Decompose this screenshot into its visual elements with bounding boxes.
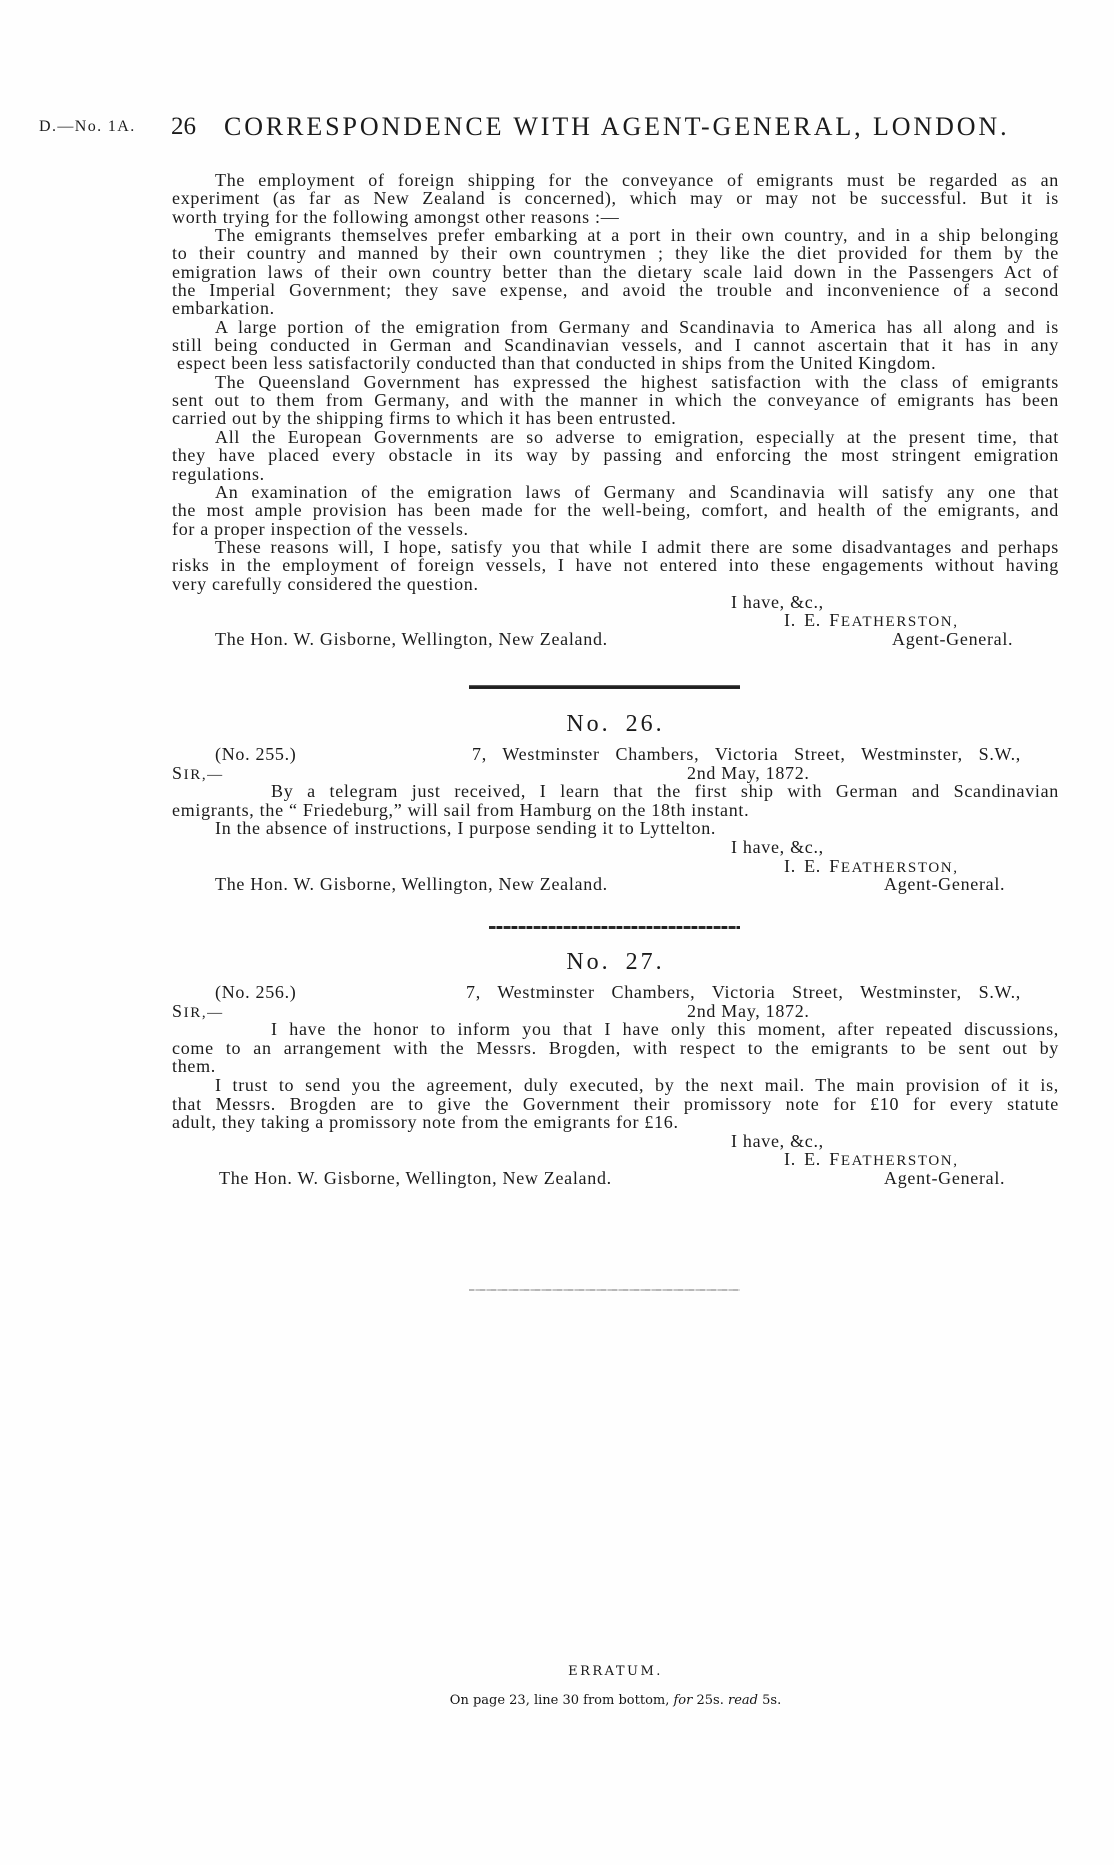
signatory-surname: FEATHERSTON,: [829, 855, 959, 876]
erratum-location: On page 23, line 30 from bottom,: [449, 1693, 670, 1708]
text-line: experiment (as far as New Zealand is concerned), which may or may not be successful. But it is: [172, 188, 1059, 209]
signatory-surname: FEATHERSTON,: [829, 610, 959, 631]
signatory-initials: I. E.: [784, 1149, 821, 1170]
addressee: The Hon. W. Gisborne, Wellington, New Zealand.: [215, 628, 608, 649]
text-line: The emigrants themselves prefer embarking at a port in their own country, and in a ship belonging: [215, 225, 1059, 246]
erratum-correct-value: 5s.: [762, 1693, 782, 1708]
text-line: regulations.: [172, 463, 265, 484]
letter-26: [172, 745, 1059, 894]
salutation: [172, 764, 224, 785]
despatch-number: (No. 255.): [215, 744, 297, 764]
page-number: 26: [171, 113, 196, 140]
text-line: the Imperial Government; they save expense, and avoid the trouble and inconvenience of a second: [172, 280, 1059, 301]
text-line: In the absence of instructions, I purpose sending it to Lyttelton.: [215, 818, 717, 839]
addressee-line: [172, 1169, 1059, 1188]
salutation-text: SIR,—: [172, 762, 224, 783]
text-line: An examination of the emigration laws of Germany and Scandinavia will satisfy any one that: [215, 481, 1059, 502]
letter-date: 2nd May, 1872.: [687, 1000, 810, 1021]
signature-line: [172, 1150, 1059, 1169]
text-line: the most ample provision has been made for the well-being, comfort, and health of the emigrants, and: [172, 500, 1059, 521]
text-line: risks in the employment of foreign vessels, I have not entered into these engagements without having: [172, 555, 1059, 576]
text-line: embarkation.: [172, 298, 275, 319]
closing-salutation: I have, &c.,: [731, 591, 824, 612]
paragraph: [172, 1020, 1059, 1076]
text-line: emigration laws of their own country better than the dietary scale laid down in the Passengers Act of: [172, 261, 1059, 282]
paragraph: [172, 226, 1059, 318]
running-header: [0, 111, 1114, 143]
document-reference: D.—No. 1A.: [39, 118, 136, 135]
text-line: espect been less satisfactorily conducted than that conducted in ships from the United Kingdom.: [177, 353, 937, 374]
text-line: The Queensland Government has expressed the highest satisfaction with the class of emigrants: [215, 371, 1059, 392]
erratum-wrong-value: 25s.: [696, 1693, 724, 1708]
paragraph: [172, 1076, 1059, 1132]
text-line: All the European Governments are so adverse to emigration, especially at the present time, that: [215, 426, 1059, 447]
paragraph: [172, 171, 1059, 226]
sender-address: 7, Westminster Chambers, Victoria Street, Westminster, S.W.,: [472, 744, 1021, 764]
closing-salutation: I have, &c.,: [731, 1130, 824, 1151]
section-rule: [469, 685, 740, 689]
paragraph: [172, 373, 1059, 428]
letter-heading: No. 27.: [566, 949, 665, 975]
paragraph: [172, 428, 1059, 483]
addressee: The Hon. W. Gisborne, Wellington, New Zealand.: [219, 1167, 612, 1188]
letter-date: 2nd May, 1872.: [687, 762, 810, 783]
text-line: I have the honor to inform you that I have only this moment, after repeated discussions,: [271, 1019, 1059, 1040]
paragraph: [172, 819, 1059, 838]
text-line: come to an arrangement with the Messrs. Brogden, with respect to the emigrants to be sent out by: [172, 1037, 1059, 1058]
signatory-office: Agent-General.: [884, 874, 1006, 895]
text-line: for a proper inspection of the vessels.: [172, 518, 469, 539]
text-line: carried out by the shipping firms to which it has been entrusted.: [172, 408, 677, 429]
text-line: By a telegram just received, I learn that the first ship with German and Scandinavian: [271, 781, 1059, 802]
signatory-initials: I. E.: [784, 610, 821, 631]
text-line: they have placed every obstacle in its way by passing and enforcing the most stringent emigration: [172, 445, 1059, 466]
text-line: The employment of foreign shipping for the conveyance of emigrants must be regarded as an: [215, 170, 1059, 190]
signatory-office: Agent-General.: [892, 628, 1014, 649]
letter-heading: No. 26.: [566, 711, 665, 737]
signatory-office: Agent-General.: [884, 1167, 1006, 1188]
erratum-correction: [172, 1691, 1059, 1711]
text-line: emigrants, the “ Friedeburg,” will sail from Hamburg on the 18th instant.: [172, 799, 750, 820]
closing-line: [172, 593, 1059, 611]
closing-salutation: I have, &c.,: [731, 836, 824, 857]
erratum-for-word: for: [673, 1693, 693, 1708]
erratum-title: ERRATUM.: [568, 1664, 663, 1679]
section-rule: [489, 926, 740, 929]
salutation: [172, 1002, 224, 1023]
text-line: sent out to them from Germany, and with the manner in which the conveyance of emigrants has been: [172, 390, 1059, 411]
text-line: worth trying for the following amongst other reasons :—: [172, 206, 620, 227]
closing-line: [172, 838, 1059, 857]
addressee-line: [172, 630, 1059, 648]
salutation-text: SIR,—: [172, 1000, 224, 1021]
text-line: still being conducted in German and Scandinavian vessels, and I cannot ascertain that it has in any: [172, 335, 1059, 356]
text-line: very carefully considered the question.: [172, 573, 479, 594]
paragraph: [172, 782, 1059, 819]
text-line: that Messrs. Brogden are to give the Government their promissory note for £10 for every statute: [172, 1093, 1059, 1114]
paragraph: [172, 538, 1059, 593]
salutation-line: [172, 764, 1059, 783]
page-title: CORRESPONDENCE WITH AGENT-GENERAL, LONDON.: [224, 112, 1010, 141]
paragraph: [172, 483, 1059, 538]
erratum-read-word: read: [728, 1693, 758, 1708]
text-line: adult, they taking a promissory note from the emigrants for £16.: [172, 1112, 679, 1133]
text-line: I trust to send you the agreement, duly executed, by the next mail. The main provision of it is,: [215, 1074, 1059, 1095]
letter-meta-line: [172, 983, 1059, 1002]
addressee: The Hon. W. Gisborne, Wellington, New Zealand.: [215, 874, 608, 895]
signatory-surname: FEATHERSTON,: [829, 1149, 959, 1170]
section-rule: [469, 1289, 740, 1291]
addressee-line: [172, 875, 1059, 894]
text-line: A large portion of the emigration from Germany and Scandinavia to America has all along and is: [215, 316, 1059, 337]
letter-25-continuation: [172, 171, 1059, 648]
signatory-initials: I. E.: [784, 855, 821, 876]
text-line: them.: [172, 1056, 216, 1077]
text-line: These reasons will, I hope, satisfy you that while I admit there are some disadvantages and perhaps: [215, 536, 1059, 557]
signature-line: [172, 857, 1059, 876]
despatch-number: (No. 256.): [215, 982, 297, 1002]
salutation-line: [172, 1002, 1059, 1021]
letter-meta-line: [172, 745, 1059, 764]
letter-27: [172, 983, 1059, 1188]
text-line: to their country and manned by their own countrymen ; they like the diet provided for them by the: [172, 243, 1059, 264]
paragraph: [172, 318, 1059, 373]
closing-line: [172, 1132, 1059, 1151]
sender-address: 7, Westminster Chambers, Victoria Street, Westminster, S.W.,: [466, 982, 1021, 1002]
signature-line: [172, 611, 1059, 629]
